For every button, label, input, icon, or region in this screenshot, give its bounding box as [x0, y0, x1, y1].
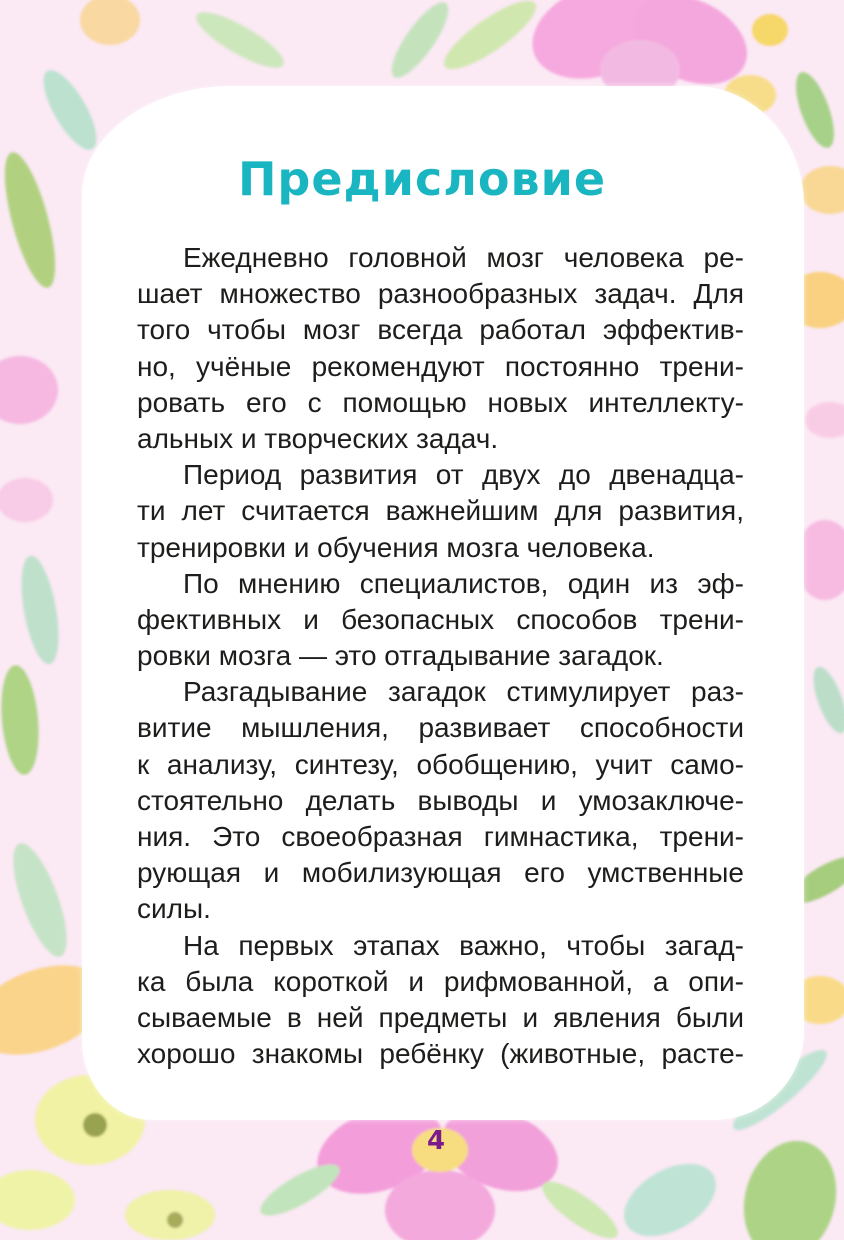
text-line: На первых этапах важно, чтобы загад-	[183, 929, 744, 961]
text-line: ния. Это своеобразная гимнастика, трени-	[137, 821, 744, 852]
text-line: но, учёные рекомендуют постоянно трени-	[137, 350, 744, 382]
text-line: хорошо знакомы ребёнку (животные, расте-	[137, 1038, 744, 1070]
text-line: шает множество разнообразных задач. Для	[137, 278, 744, 310]
text-line: силы.	[137, 893, 211, 925]
text-line: к анализу, синтезу, обобщению, учит само-	[137, 748, 744, 780]
text-line: По мнению специалистов, один из эф-	[183, 567, 744, 599]
text-line: ка была короткой и рифмованной, а опи-	[137, 965, 744, 997]
text-line: того чтобы мозг всегда работал эффектив-	[137, 314, 744, 346]
text-line: фективных и безопасных способов трени-	[137, 603, 744, 635]
text-line: ти лет считается важнейшим для развития,	[137, 495, 744, 527]
text-line: сываемые в ней предметы и явления были	[137, 1001, 744, 1033]
text-line: ровать его с помощью новых интеллекту-	[137, 386, 744, 418]
text-line: Ежедневно головной мозг человека ре-	[183, 242, 744, 273]
text-line: Период развития от двух до двенадца-	[183, 459, 744, 491]
text-line: рующая и мобилизующая его умственные	[137, 857, 744, 889]
text-line: ровки мозга — это отгадывание загадок.	[137, 640, 664, 672]
text-line: витие мышления, развивает способности	[137, 712, 744, 744]
text-line: стоятельно делать выводы и умозаключе-	[137, 784, 744, 816]
text-line: альных и творческих задач.	[137, 422, 499, 454]
text-line: тренировки и обучения мозга человека.	[137, 531, 655, 563]
text-line: Разгадывание загадок стимулирует раз-	[183, 676, 744, 708]
body-text	[137, 240, 744, 1072]
page-number: 4	[426, 1126, 446, 1156]
page-title: Предисловие	[237, 152, 607, 206]
